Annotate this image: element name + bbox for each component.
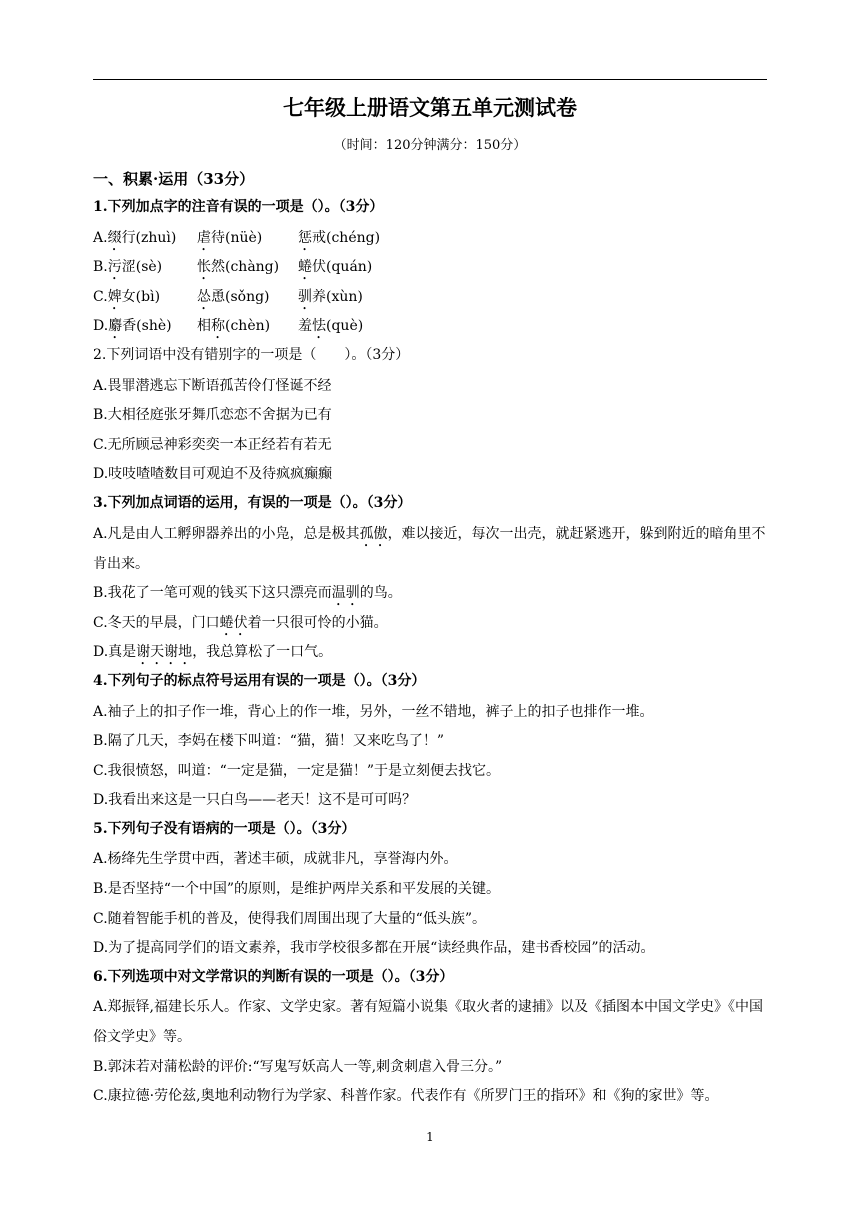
question-2-stem: 2.下列词语中没有错别字的一项是（ ）。（3分）: [93, 346, 410, 363]
option-b-word-2: 怅然(chàng): [197, 259, 280, 276]
question-4-option-c: C.我很愤怒，叫道：“一定是猫，一定是猫！”于是立刻便去找它。: [93, 762, 500, 779]
option-b-word-1: B.污涩(sè): [93, 259, 163, 276]
section-heading: 一、积累·运用（33分）: [93, 170, 255, 188]
question-5-option-b: B.是否坚持“一个中国”的原则，是维护两岸关系和平发展的关键。: [93, 881, 501, 898]
question-1-option-a: [93, 224, 769, 254]
question-1-option-c: [93, 283, 769, 313]
question-4-option-b: B.隔了几天，李妈在楼下叫道：“猫，猫！又来吃鸟了！”: [93, 733, 445, 750]
page-number: 1: [426, 1130, 434, 1144]
option-a-word-2: 虐待(nüè): [197, 229, 263, 246]
question-3-option-d: D.真是谢天谢地，我总算松了一口气。: [93, 644, 333, 661]
question-3-option-c: C.冬天的早晨，门口蜷伏着一只很可怜的小猫。: [93, 614, 388, 631]
option-c-word-3: 驯养(xùn): [298, 288, 363, 305]
question-1-option-b: [93, 253, 769, 283]
question-2-option-c: C.无所顾忌神彩奕奕一本正经若有若无: [93, 436, 332, 453]
question-6-option-b: B.郭沫若对蒲松龄的评价:“写鬼写妖高人一等,刺贪刺虐入骨三分。”: [93, 1058, 503, 1075]
question-1-option-d: [93, 312, 769, 342]
question-6-option-a: A.郑振铎,福建长乐人。作家、文学史家。著有短篇小说集《取火者的逮捕》以及《插图本中国文学史》《中国俗文学史》等。: [93, 999, 764, 1046]
option-b-word-3: 蜷伏(quán): [298, 259, 373, 276]
option-d-word-3: 羞怯(què): [298, 318, 364, 335]
exam-content: [93, 166, 769, 1112]
question-6-stem: 6.下列选项中对文学常识的判断有误的一项是（）。（3分）: [93, 968, 454, 985]
question-5-option-c: C.随着智能手机的普及，使得我们周围出现了大量的“低头族”。: [93, 910, 486, 927]
question-2-option-b: B.大相径庭张牙舞爪恋恋不舍据为已有: [93, 407, 332, 424]
exam-time-info: （时间：120分钟满分：150分）: [333, 138, 527, 153]
question-2-option-d: D.吱吱喳喳数目可观迫不及待疯疯癫癫: [93, 466, 333, 483]
option-a-word-3: 惩戒(chéng): [298, 229, 381, 246]
question-2-option-a: A.畏罪潜逃忘下断语孤苦伶仃怪诞不经: [93, 377, 332, 394]
header-rule: [93, 79, 767, 80]
option-c-word-1: C.婢女(bì): [93, 288, 161, 305]
question-5-stem: 5.下列句子没有语病的一项是（）。（3分）: [93, 820, 356, 837]
option-d-word-2: 相称(chèn): [197, 318, 271, 335]
question-1-stem: 1.下列加点字的注音有误的一项是（）。（3分）: [93, 199, 384, 215]
question-4-option-a: A.袖子上的扣子作一堆，背心上的作一堆，另外，一丝不错地，裤子上的扣子也排作一堆。: [93, 703, 654, 720]
question-4-option-d: D.我看出来这是一只白鸟——老天！这不是可可吗？: [93, 792, 417, 809]
question-5-option-a: A.杨绛先生学贯中西，著述丰硕，成就非凡，享誉海内外。: [93, 851, 458, 868]
option-c-word-2: 怂恿(sǒng): [197, 288, 270, 305]
question-6-option-c: C.康拉德·劳伦兹,奥地利动物行为学家、科普作家。代表作有《所罗门王的指环》和《狗的家世》等。: [93, 1088, 719, 1105]
question-4-stem: 4.下列句子的标点符号运用有误的一项是（）。（3分）: [93, 672, 426, 689]
question-3-option-a: A.凡是由人工孵卵器养出的小凫，总是极其孤傲，难以接近，每次一出壳，就赶紧逃开，躲到附近的暗角里不肯出来。: [93, 525, 766, 572]
page-title: 七年级上册语文第五单元测试卷: [283, 95, 577, 120]
option-a-word-1: A.缀行(zhuì): [93, 229, 177, 246]
question-3-stem: 3.下列加点词语的运用，有误的一项是（）。（3分）: [93, 494, 412, 511]
question-5-option-d: D.为了提高同学们的语文素养，我市学校很多都在开展“读经典作品，建书香校园”的活动。: [93, 940, 655, 957]
question-3-option-b: B.我花了一笔可观的钱买下这只漂亮而温驯的鸟。: [93, 585, 402, 602]
option-d-word-1: D.麝香(shè): [93, 318, 172, 335]
